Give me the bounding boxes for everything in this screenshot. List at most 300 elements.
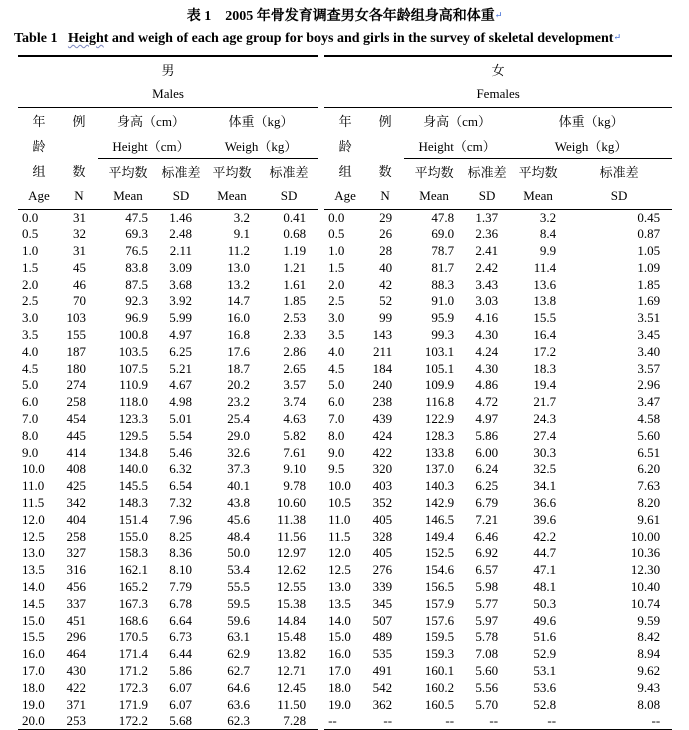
female-height-mean-cell: 69.0 xyxy=(431,226,455,242)
table-row xyxy=(18,427,672,444)
male-weight-sd-cell: 10.60 xyxy=(276,494,307,510)
female-weight-sd-cell: 4.58 xyxy=(637,410,661,426)
female-n-cell: 339 xyxy=(372,578,393,594)
female-weight-mean-cell: 47.1 xyxy=(533,562,557,578)
female-weight-mean-cell: 18.3 xyxy=(533,360,557,376)
female-n-cell: 276 xyxy=(372,562,393,578)
male-n-cell: 425 xyxy=(66,478,86,494)
male-age-cell: 2.5 xyxy=(22,293,39,309)
table-row xyxy=(18,411,672,428)
female-height-mean-cell: 122.9 xyxy=(424,410,455,426)
table-row xyxy=(18,276,672,293)
male-age-cell: 3.5 xyxy=(22,326,39,342)
male-age-cell: 1.5 xyxy=(22,259,39,275)
mean-header-en: Mean xyxy=(98,184,158,210)
male-age-cell: 15.0 xyxy=(22,612,45,628)
female-weight-sd-cell: 8.42 xyxy=(637,629,661,645)
male-weight-sd-cell: 1.85 xyxy=(283,293,307,309)
male-weight-sd-cell: 2.86 xyxy=(283,343,307,359)
female-age-cell: 3.5 xyxy=(328,326,345,342)
male-height-sd-cell: 2.48 xyxy=(169,226,192,242)
table-row xyxy=(18,595,672,612)
female-height-sd-cell: 4.24 xyxy=(475,343,499,359)
female-height-sd-cell: 4.97 xyxy=(475,410,499,426)
female-age-cell: 17.0 xyxy=(328,662,351,678)
male-weight-mean-cell: 25.4 xyxy=(227,410,250,426)
male-height-mean-cell: 145.5 xyxy=(118,478,148,494)
female-n-cell: 28 xyxy=(379,242,393,258)
female-weight-sd-cell: 5.60 xyxy=(637,427,661,443)
male-height-sd-cell: 7.32 xyxy=(169,494,192,510)
male-n-cell: 430 xyxy=(66,662,86,678)
female-weight-sd-cell: 9.43 xyxy=(637,679,661,695)
female-height-mean-cell: 160.2 xyxy=(424,679,455,695)
male-n-cell: 371 xyxy=(66,696,86,712)
table-row xyxy=(18,444,672,461)
female-age-cell: 10.0 xyxy=(328,478,351,494)
female-height-sd-cell: 6.24 xyxy=(475,461,499,477)
male-weight-mean-cell: 62.7 xyxy=(227,662,250,678)
male-weight-mean-cell: 29.0 xyxy=(227,427,250,443)
male-n-cell: 316 xyxy=(66,562,86,578)
paragraph-mark-icon: ↵ xyxy=(613,32,621,42)
female-height-sd-cell: 6.79 xyxy=(475,494,499,510)
male-weight-sd-cell: 3.57 xyxy=(283,377,307,393)
female-age-cell: 9.0 xyxy=(328,444,345,460)
female-height-sd-cell: 6.57 xyxy=(475,562,499,578)
female-age-cell: 11.0 xyxy=(328,511,351,527)
male-age-cell: 2.0 xyxy=(22,276,39,292)
female-weight-mean-cell: 52.9 xyxy=(533,646,557,662)
male-weight-sd-cell: 9.10 xyxy=(283,461,307,477)
male-height-mean-cell: 87.5 xyxy=(125,276,148,292)
weight-header-cn: 体重（kg） xyxy=(558,113,624,129)
male-weight-sd-cell: 1.19 xyxy=(283,242,307,258)
male-height-mean-cell: 107.5 xyxy=(118,360,148,376)
female-n-cell: 542 xyxy=(372,679,393,695)
male-age-cell: 17.0 xyxy=(22,662,45,678)
male-weight-sd-cell: 7.61 xyxy=(283,444,307,460)
male-weight-mean-cell: 16.8 xyxy=(227,326,250,342)
male-weight-sd-cell: 3.74 xyxy=(283,394,307,410)
female-age-cell: 18.0 xyxy=(328,679,351,695)
table-row xyxy=(18,327,672,344)
male-age-cell: 4.0 xyxy=(22,343,39,359)
female-height-sd-cell: 7.21 xyxy=(475,511,499,527)
male-weight-sd-cell: 12.97 xyxy=(276,545,307,561)
female-weight-mean-cell: 13.6 xyxy=(533,276,557,292)
male-height-sd-cell: 5.86 xyxy=(169,662,192,678)
male-height-sd-cell: 4.97 xyxy=(169,326,192,342)
female-height-sd-cell: 5.70 xyxy=(475,696,499,712)
male-weight-mean-cell: 9.1 xyxy=(233,226,250,242)
female-n-cell: 328 xyxy=(372,528,393,544)
male-height-sd-cell: 5.99 xyxy=(169,310,192,326)
female-weight-sd-cell: 0.45 xyxy=(637,209,661,225)
female-n-cell: 26 xyxy=(379,226,393,242)
male-n-cell: 32 xyxy=(73,226,86,242)
age-header-cn: 龄 xyxy=(32,138,46,154)
mean-header-cn: 平均数 xyxy=(518,164,558,180)
male-height-sd-cell: 6.32 xyxy=(169,461,192,477)
male-weight-sd-cell: 4.63 xyxy=(283,410,307,426)
male-age-cell: 12.5 xyxy=(22,528,45,544)
male-age-cell: 6.0 xyxy=(22,394,39,410)
male-age-cell: 1.0 xyxy=(22,242,39,258)
weight-header-cn: 体重（kg） xyxy=(228,113,294,129)
header-row-measure-en xyxy=(18,133,672,159)
header-row-stat-cn xyxy=(18,158,672,184)
female-n-cell: 320 xyxy=(372,461,393,477)
male-age-cell: 13.5 xyxy=(22,562,45,578)
female-n-cell: 507 xyxy=(372,612,393,628)
female-weight-sd-cell: 9.61 xyxy=(637,511,661,527)
male-height-sd-cell: 5.01 xyxy=(169,410,192,426)
female-n-cell: 99 xyxy=(379,310,393,326)
female-n-cell: -- xyxy=(366,713,404,730)
female-group-en: Females xyxy=(324,82,672,108)
female-weight-sd-cell: 3.45 xyxy=(637,326,661,342)
female-weight-sd-cell: 3.57 xyxy=(637,360,661,376)
female-weight-sd-cell: 10.40 xyxy=(630,578,661,594)
male-n-cell: 408 xyxy=(66,461,86,477)
n-header-cn: 数 xyxy=(72,164,86,180)
table-row xyxy=(18,360,672,377)
male-weight-mean-cell: 55.5 xyxy=(227,578,250,594)
male-height-mean-cell: 123.3 xyxy=(118,410,148,426)
female-n-cell: 405 xyxy=(372,545,393,561)
male-height-sd-cell: 6.78 xyxy=(169,595,192,611)
male-age-cell: 7.0 xyxy=(22,410,39,426)
female-weight-sd-cell: 8.20 xyxy=(637,494,661,510)
female-age-cell: 14.0 xyxy=(328,612,351,628)
n-header-cn: 例 xyxy=(378,113,392,129)
table-caption-english xyxy=(14,31,621,47)
female-age-cell: 4.0 xyxy=(328,343,345,359)
female-n-cell: 362 xyxy=(372,696,393,712)
table-row xyxy=(18,259,672,276)
age-header-en: Age xyxy=(324,184,366,210)
male-weight-mean-cell: 59.5 xyxy=(227,595,250,611)
male-weight-sd-cell: 9.78 xyxy=(283,478,307,494)
female-weight-mean-cell: 9.9 xyxy=(539,242,557,258)
male-age-cell: 4.5 xyxy=(22,360,39,376)
female-height-sd-cell: 5.86 xyxy=(475,427,499,443)
female-age-cell: 4.5 xyxy=(328,360,345,376)
header-row-measure-cn xyxy=(18,107,672,133)
male-n-cell: 422 xyxy=(66,679,86,695)
n-header-en: N xyxy=(366,184,404,210)
male-n-cell: 70 xyxy=(73,293,86,309)
male-height-mean-cell: 172.2 xyxy=(98,713,158,730)
male-height-mean-cell: 69.3 xyxy=(125,226,148,242)
male-weight-sd-cell: 0.41 xyxy=(283,209,307,225)
female-height-mean-cell: 156.5 xyxy=(424,578,455,594)
male-height-mean-cell: 165.2 xyxy=(118,578,148,594)
female-weight-mean-cell: 34.1 xyxy=(533,478,557,494)
male-weight-sd-cell: 12.45 xyxy=(276,679,307,695)
female-weight-mean-cell: 3.2 xyxy=(539,209,557,225)
male-height-mean-cell: 76.5 xyxy=(125,242,148,258)
male-height-mean-cell: 129.5 xyxy=(118,427,148,443)
header-row-group-cn xyxy=(18,56,672,82)
female-weight-sd-cell: 9.62 xyxy=(637,662,661,678)
male-n-cell: 45 xyxy=(73,259,86,275)
female-weight-sd-cell: 10.74 xyxy=(630,595,661,611)
male-height-mean-cell: 118.0 xyxy=(119,394,148,410)
male-n-cell: 454 xyxy=(66,410,86,426)
male-weight-mean-cell: 59.6 xyxy=(227,612,250,628)
male-n-cell: 445 xyxy=(66,427,86,443)
data-table xyxy=(18,55,672,730)
male-group-cn: 男 xyxy=(18,56,318,82)
female-height-mean-cell: -- xyxy=(404,713,464,730)
header-row-stat-en xyxy=(18,184,672,210)
male-weight-sd-cell: 2.53 xyxy=(283,310,307,326)
n-header-cn: 数 xyxy=(378,164,392,180)
male-group-en: Males xyxy=(18,82,318,108)
male-age-cell: 16.0 xyxy=(22,646,45,662)
female-weight-sd-cell: 3.40 xyxy=(637,343,661,359)
female-height-mean-cell: 140.3 xyxy=(424,478,455,494)
female-height-sd-cell: 5.77 xyxy=(475,595,499,611)
age-header-cn: 年 xyxy=(338,113,352,129)
female-height-mean-cell: 146.5 xyxy=(424,511,455,527)
female-weight-mean-cell: 49.6 xyxy=(533,612,557,628)
sd-header-en: SD xyxy=(260,184,318,210)
male-n-cell: 258 xyxy=(66,528,86,544)
female-weight-mean-cell: 27.4 xyxy=(533,427,557,443)
female-height-mean-cell: 91.0 xyxy=(431,293,455,309)
female-weight-mean-cell: 52.8 xyxy=(533,696,557,712)
male-height-sd-cell: 6.54 xyxy=(169,478,192,494)
table-row xyxy=(18,310,672,327)
female-height-mean-cell: 88.3 xyxy=(431,276,455,292)
female-n-cell: 240 xyxy=(372,377,393,393)
female-n-cell: 143 xyxy=(372,326,393,342)
female-height-sd-cell: 6.92 xyxy=(475,545,499,561)
male-age-cell: 3.0 xyxy=(22,310,39,326)
female-age-cell: 3.0 xyxy=(328,310,345,326)
male-age-cell: 8.0 xyxy=(22,427,39,443)
sd-header-cn: 标准差 xyxy=(161,164,201,180)
male-weight-sd-cell: 13.82 xyxy=(276,646,307,662)
male-height-mean-cell: 83.8 xyxy=(125,259,148,275)
male-weight-sd-cell: 15.48 xyxy=(276,629,307,645)
female-height-mean-cell: 157.6 xyxy=(424,612,455,628)
male-weight-sd-cell: 12.71 xyxy=(276,662,307,678)
male-height-sd-cell: 5.68 xyxy=(158,713,204,730)
female-n-cell: 352 xyxy=(372,494,393,510)
table-row xyxy=(18,461,672,478)
female-height-sd-cell: 5.78 xyxy=(475,629,499,645)
male-n-cell: 296 xyxy=(66,629,86,645)
male-age-cell: 14.0 xyxy=(22,578,45,594)
female-weight-sd-cell: 6.51 xyxy=(637,444,661,460)
female-age-cell: 1.5 xyxy=(328,259,345,275)
male-height-mean-cell: 103.5 xyxy=(118,343,148,359)
male-height-sd-cell: 5.54 xyxy=(169,427,192,443)
female-age-cell: 7.0 xyxy=(328,410,345,426)
age-header-cn: 龄 xyxy=(338,138,352,154)
female-age-cell: 5.0 xyxy=(328,377,345,393)
female-weight-mean-cell: 17.2 xyxy=(533,343,557,359)
male-height-sd-cell: 6.07 xyxy=(169,696,192,712)
table-row xyxy=(18,243,672,260)
female-weight-mean-cell: 48.1 xyxy=(533,578,557,594)
male-n-cell: 337 xyxy=(66,595,86,611)
male-age-cell: 19.0 xyxy=(22,696,45,712)
female-height-sd-cell: 2.41 xyxy=(475,242,499,258)
male-height-mean-cell: 155.0 xyxy=(118,528,148,544)
female-n-cell: 491 xyxy=(372,662,393,678)
male-height-mean-cell: 92.3 xyxy=(125,293,148,309)
female-height-mean-cell: 95.9 xyxy=(431,310,455,326)
female-weight-sd-cell: 3.51 xyxy=(637,310,661,326)
female-height-mean-cell: 103.1 xyxy=(424,343,455,359)
male-age-cell: 0.5 xyxy=(22,226,39,242)
male-weight-mean-cell: 48.4 xyxy=(227,528,250,544)
male-height-mean-cell: 151.4 xyxy=(118,511,148,527)
female-weight-mean-cell: 39.6 xyxy=(533,511,557,527)
weight-header-en: Weigh（kg） xyxy=(510,133,672,159)
female-weight-mean-cell: 50.3 xyxy=(533,595,557,611)
male-weight-sd-cell: 0.68 xyxy=(283,226,307,242)
sd-header-cn: 标准差 xyxy=(269,164,309,180)
n-header-en: N xyxy=(60,184,98,210)
caption-en-prefix: Table 1 xyxy=(14,31,58,46)
height-header-en: Height（cm） xyxy=(404,133,510,159)
table-row xyxy=(18,663,672,680)
female-height-mean-cell: 47.8 xyxy=(431,209,455,225)
female-group-cn: 女 xyxy=(324,56,672,82)
male-height-sd-cell: 6.44 xyxy=(169,646,192,662)
female-age-cell: 0.0 xyxy=(328,209,345,225)
male-height-sd-cell: 8.25 xyxy=(169,528,192,544)
male-height-mean-cell: 100.8 xyxy=(118,326,148,342)
mean-header-en: Mean xyxy=(404,184,464,210)
female-height-mean-cell: 105.1 xyxy=(424,360,455,376)
female-height-sd-cell: 4.16 xyxy=(475,310,499,326)
female-weight-mean-cell: -- xyxy=(510,713,566,730)
male-height-sd-cell: 5.21 xyxy=(169,360,192,376)
female-height-mean-cell: 160.5 xyxy=(424,696,455,712)
age-header-en: Age xyxy=(18,184,60,210)
female-age-cell: 15.0 xyxy=(328,629,351,645)
male-height-mean-cell: 140.0 xyxy=(118,461,148,477)
female-weight-mean-cell: 44.7 xyxy=(533,545,557,561)
table-row xyxy=(18,545,672,562)
male-weight-mean-cell: 63.1 xyxy=(227,629,250,645)
female-age-cell: 11.5 xyxy=(328,528,351,544)
male-weight-sd-cell: 1.61 xyxy=(283,276,307,292)
sd-header-en: SD xyxy=(464,184,510,210)
male-weight-sd-cell: 15.38 xyxy=(276,595,307,611)
male-height-sd-cell: 2.11 xyxy=(169,242,192,258)
mean-header-cn: 平均数 xyxy=(212,164,252,180)
female-height-mean-cell: 154.6 xyxy=(424,562,455,578)
male-n-cell: 342 xyxy=(66,494,86,510)
male-weight-sd-cell: 2.33 xyxy=(283,326,307,342)
male-n-cell: 327 xyxy=(66,545,86,561)
male-weight-sd-cell: 7.28 xyxy=(260,713,318,730)
female-n-cell: 184 xyxy=(372,360,393,376)
table-caption-chinese xyxy=(0,5,689,25)
male-height-sd-cell: 6.07 xyxy=(169,679,192,695)
female-weight-mean-cell: 42.2 xyxy=(533,528,557,544)
female-n-cell: 345 xyxy=(372,595,393,611)
male-weight-mean-cell: 62.9 xyxy=(227,646,250,662)
female-n-cell: 238 xyxy=(372,394,393,410)
male-n-cell: 31 xyxy=(73,242,86,258)
male-n-cell: 464 xyxy=(66,646,86,662)
male-weight-mean-cell: 3.2 xyxy=(233,209,250,225)
female-weight-sd-cell: 1.05 xyxy=(637,242,661,258)
female-weight-sd-cell: 0.87 xyxy=(637,226,661,242)
female-age-cell: 19.0 xyxy=(328,696,351,712)
male-height-sd-cell: 7.96 xyxy=(169,511,192,527)
mean-header-cn: 平均数 xyxy=(108,164,148,180)
female-height-sd-cell: 6.00 xyxy=(475,444,499,460)
male-weight-sd-cell: 12.62 xyxy=(276,562,307,578)
table-row xyxy=(18,293,672,310)
female-age-cell: 9.5 xyxy=(328,461,345,477)
female-height-sd-cell: 4.86 xyxy=(475,377,499,393)
female-n-cell: 405 xyxy=(372,511,393,527)
age-header-cn: 年 xyxy=(32,113,46,129)
caption-en-rest: t and weigh of each age group for boys and girls in the survey of skeletal development xyxy=(103,31,614,46)
female-height-mean-cell: 99.3 xyxy=(431,326,455,342)
male-height-mean-cell: 171.9 xyxy=(118,696,148,712)
male-weight-mean-cell: 62.3 xyxy=(204,713,260,730)
female-height-sd-cell: 5.98 xyxy=(475,578,499,594)
female-weight-sd-cell: 3.47 xyxy=(637,394,661,410)
male-height-sd-cell: 7.79 xyxy=(169,578,192,594)
female-weight-sd-cell: 10.00 xyxy=(630,528,661,544)
female-weight-mean-cell: 36.6 xyxy=(533,494,557,510)
female-weight-sd-cell: 9.59 xyxy=(637,612,661,628)
female-height-mean-cell: 137.0 xyxy=(424,461,455,477)
female-age-cell: 16.0 xyxy=(328,646,351,662)
male-weight-sd-cell: 1.21 xyxy=(283,259,307,275)
male-weight-mean-cell: 11.2 xyxy=(227,242,250,258)
male-weight-sd-cell: 11.38 xyxy=(277,511,307,527)
male-weight-mean-cell: 23.2 xyxy=(227,394,250,410)
female-weight-mean-cell: 8.4 xyxy=(539,226,557,242)
male-weight-mean-cell: 32.6 xyxy=(227,444,250,460)
female-height-mean-cell: 116.8 xyxy=(425,394,455,410)
male-n-cell: 46 xyxy=(73,276,86,292)
sd-header-en: SD xyxy=(158,184,204,210)
male-age-cell: 13.0 xyxy=(22,545,45,561)
female-height-mean-cell: 152.5 xyxy=(424,545,455,561)
male-height-mean-cell: 148.3 xyxy=(118,494,148,510)
female-height-mean-cell: 157.9 xyxy=(424,595,455,611)
male-weight-mean-cell: 14.7 xyxy=(227,293,250,309)
female-weight-sd-cell: 1.69 xyxy=(637,293,661,309)
caption-en-spellcheck-word: Heigh xyxy=(67,31,104,46)
male-weight-sd-cell: 5.82 xyxy=(283,427,307,443)
male-weight-mean-cell: 13.2 xyxy=(227,276,250,292)
male-n-cell: 258 xyxy=(66,394,86,410)
male-age-cell: 0.0 xyxy=(22,209,39,225)
male-age-cell: 14.5 xyxy=(22,595,45,611)
female-weight-mean-cell: 51.6 xyxy=(533,629,557,645)
table-row xyxy=(18,629,672,646)
female-weight-sd-cell: 6.20 xyxy=(637,461,661,477)
female-weight-mean-cell: 30.3 xyxy=(533,444,557,460)
male-height-mean-cell: 110.9 xyxy=(119,377,148,393)
